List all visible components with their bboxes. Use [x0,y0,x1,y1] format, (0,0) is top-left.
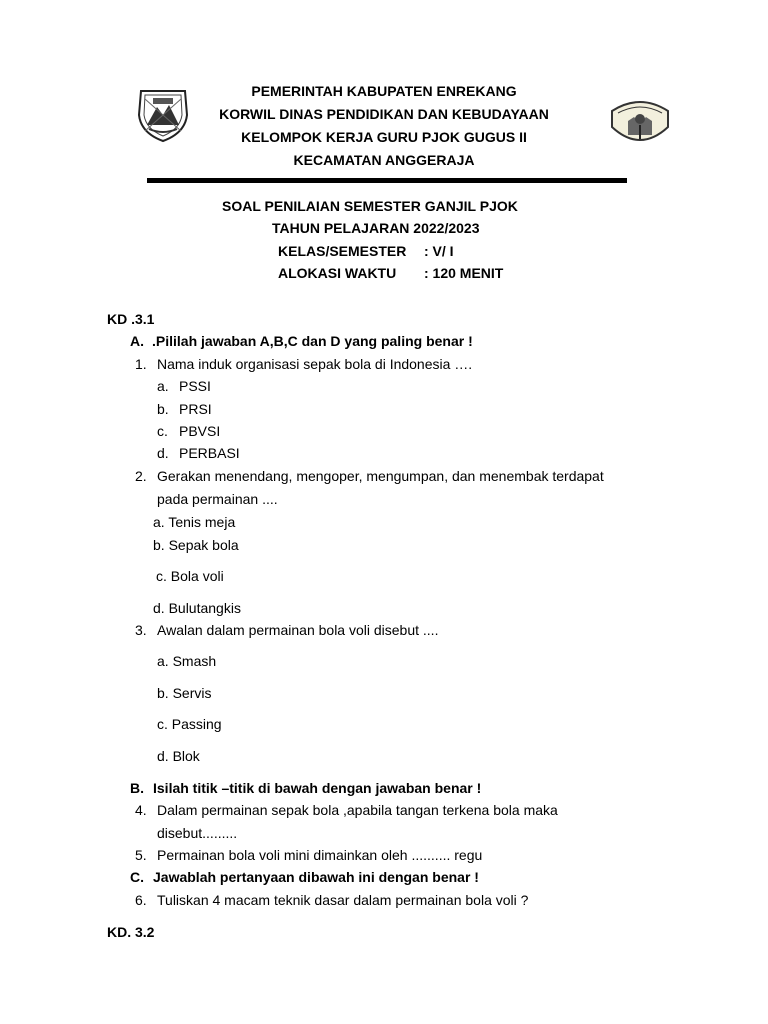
question-2-number: 2. [135,468,147,484]
q1-option-c-text: PBVSI [179,423,221,439]
kd-heading-1: KD .3.1 [107,311,155,327]
time-label: ALOKASI WAKTU [278,265,397,281]
question-2-text-continued: pada permainan .... [157,491,278,507]
kd-heading-2: KD. 3.2 [107,924,155,940]
q2-option-d: d. Bulutangkis [153,600,241,616]
q2-option-b: b. Sepak bola [153,537,239,553]
q1-option-b-letter: b. [157,401,169,417]
question-2-text: Gerakan menendang, mengoper, mengumpan, dan menembak terdapat [157,468,604,484]
q1-option-b-text: PRSI [179,401,212,417]
question-3-text: Awalan dalam permainan bola voli disebut .... [157,622,439,638]
question-1-text: Nama induk organisasi sepak bola di Indonesia …. [157,356,473,372]
header-line-2: KORWIL DINAS PENDIDIKAN DAN KEBUDAYAAN [219,106,549,122]
question-6-text: Tuliskan 4 macam teknik dasar dalam permainan bola voli ? [157,892,529,908]
q3-option-b: b. Servis [157,685,212,701]
header-line-1: PEMERINTAH KABUPATEN ENREKANG [251,83,517,99]
exam-title: SOAL PENILAIAN SEMESTER GANJIL PJOK [222,198,518,214]
question-5-text: Permainan bola voli mini dimainkan oleh .......... regu [157,847,483,863]
section-a-instruction: .Pililah jawaban A,B,C dan D yang paling benar ! [152,333,473,349]
q2-option-a: a. Tenis meja [153,514,236,530]
section-a-label: A. [130,333,144,349]
class-label: KELAS/SEMESTER [278,243,407,259]
question-3-number: 3. [135,622,147,638]
q1-option-a-letter: a. [157,378,169,394]
class-value: : V/ I [424,243,454,259]
question-4-number: 4. [135,802,147,818]
question-5-number: 5. [135,847,147,863]
time-value: : 120 MENIT [424,265,504,281]
question-4-text-continued: disebut......... [157,825,238,841]
q1-option-d-text: PERBASI [179,445,240,461]
question-6-number: 6. [135,892,147,908]
section-c-instruction: Jawablah pertanyaan dibawah ini dengan benar ! [153,869,479,885]
header-divider [147,178,627,183]
question-1-number: 1. [135,356,147,372]
q1-option-a-text: PSSI [179,378,211,394]
q1-option-c-letter: c. [157,423,168,439]
exam-year: TAHUN PELAJARAN 2022/2023 [272,220,480,236]
question-4-text: Dalam permainan sepak bola ,apabila tangan terkena bola maka [157,802,558,818]
section-b-label: B. [130,780,144,796]
q3-option-d: d. Blok [157,748,200,764]
q2-option-c: c. Bola voli [156,568,224,584]
q3-option-a: a. Smash [157,653,217,669]
q1-option-d-letter: d. [157,445,169,461]
section-b-instruction: Isilah titik –titik di bawah dengan jawaban benar ! [153,780,482,796]
section-c-label: C. [130,869,144,885]
q3-option-c: c. Passing [157,716,222,732]
header-line-4: KECAMATAN ANGGERAJA [293,152,475,168]
header-line-3: KELOMPOK KERJA GURU PJOK GUGUS II [241,129,527,145]
